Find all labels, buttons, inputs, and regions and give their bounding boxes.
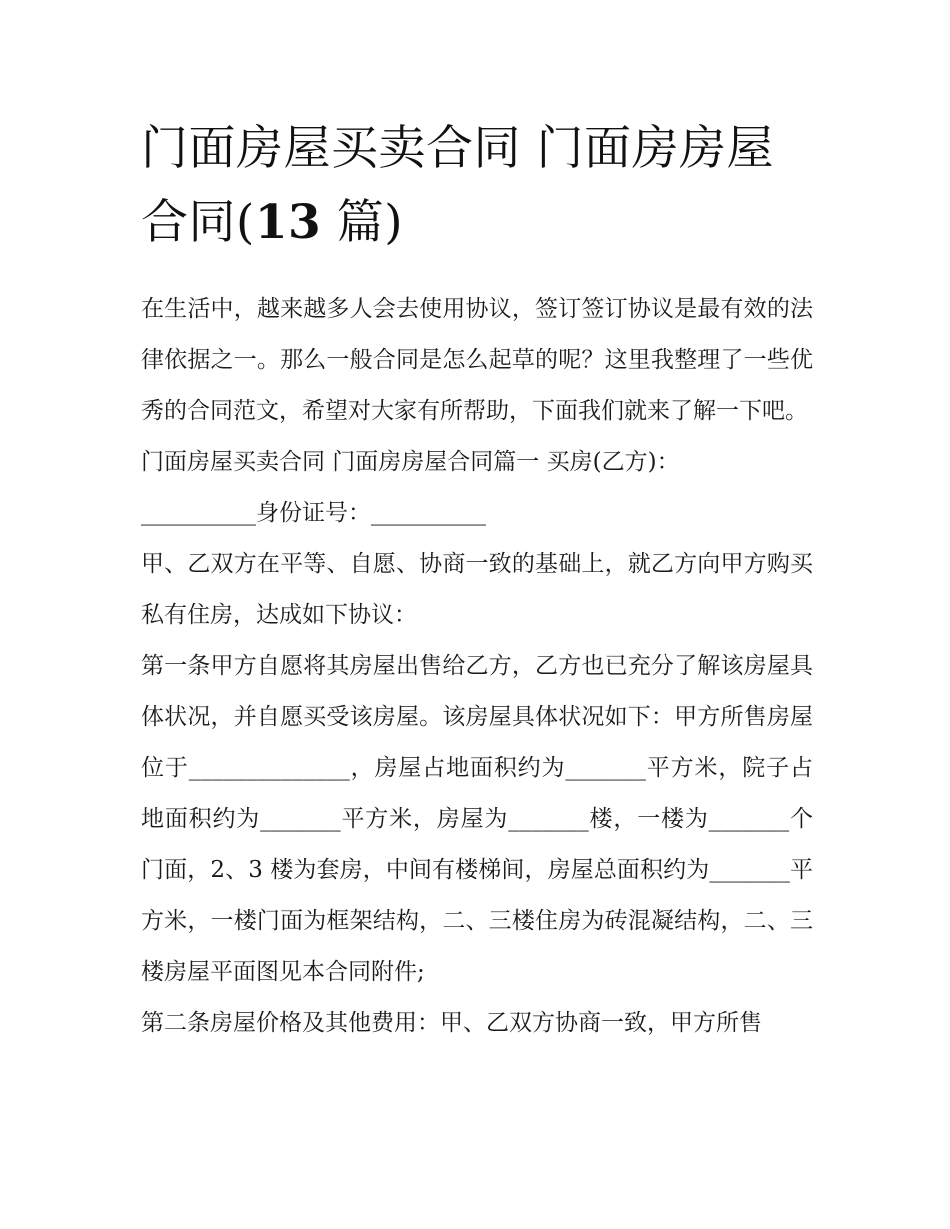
intro-paragraph: 在生活中，越来越多人会去使用协议，签订签订协议是最有效的法律依据之一。那么一般合同是怎么起草的呢？这里我整理了一些优秀的合同范文，希望对大家有所帮助，下面我们就来了解一下吧。 — [141, 296, 813, 424]
section-heading-part1: 门面房屋买卖合同 门面房房屋合同篇一 买房(乙方)： — [141, 449, 680, 475]
title-text-part2: 篇) — [321, 195, 404, 250]
document-body — [141, 112, 813, 1049]
title-text-part1: 门面房屋买卖合同 门面房房屋合同( — [141, 121, 774, 250]
document-title — [141, 112, 813, 260]
article-one: 第一条甲方自愿将其房屋出售给乙方，乙方也已充分了解该房屋具体状况，并自愿买受该房屋。该房屋具体状况如下：甲方所售房屋位于______________，房屋占地面积约为_______平方米，院子占地面积约为_______平方米，房屋为_______楼，一楼为_______个门面，2、3 楼为套房，中间有楼梯间，房屋总面积约为_______平方米，一楼门面为框架结构，二、三楼住房为砖混凝结构，二、三楼房屋平面图见本合同附件; — [141, 653, 813, 985]
article-two: 第二条房屋价格及其他费用：甲、乙双方协商一致，甲方所售 — [141, 1010, 762, 1036]
title-number: 13 — [254, 195, 322, 250]
agreement-preamble: 甲、乙双方在平等、自愿、协商一致的基础上，就乙方向甲方购买私有住房，达成如下协议： — [141, 551, 813, 628]
buyer-id-line: __________身份证号：__________ — [141, 500, 486, 526]
